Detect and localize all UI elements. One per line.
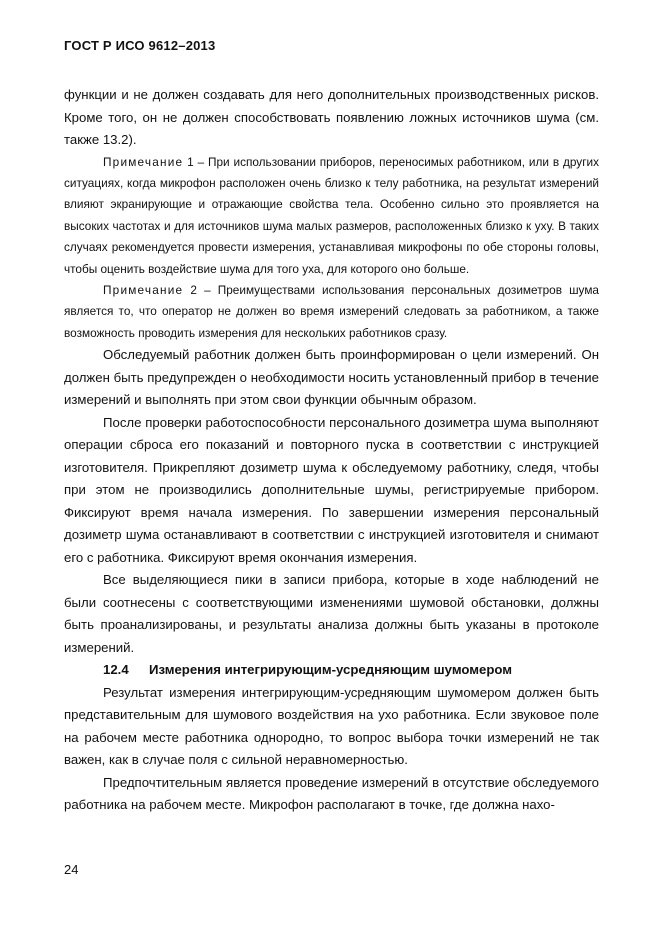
paragraph-worker-informed: Обследуемый работник должен быть проинформирован о цели измерений. Он должен быть предупрежден о необходимости носить установленный прибор в течение измерений и выполнять при этом свои функции обычным образом. [64,347,599,408]
note-1-label: Примечание [103,154,184,169]
document-body [64,84,599,817]
section-heading-12-4 [64,659,599,682]
paragraph-slm-result: Результат измерения интегрирующим-усредняющим шумомером должен быть представительным для шумового воздействия на ухо работника. Если звуковое поле на рабочем месте работника однородно, то вопрос выбора точки измерений не так важен, как в случае поля с сильной неравномерностью. [64,684,599,768]
paragraph-dosimeter-procedure: После проверки работоспособности персонального дозиметра шума выполняют операции сброса его показаний и повторного пуска в соответствии с инструкцией изготовителя. Прикрепляют дозиметр шума к обследуемому работнику, следя, чтобы при этом не производились дополнительные шумы, регистрируемые прибором. Фиксируют время начала измерения. По завершении измерения персональный дозиметр шума останавливают в соответствии с инструкцией изготовителя и снимают его с работника. Фиксируют время окончания измерения. [64,414,599,565]
note-1-text: 1 – При использовании приборов, переносимых работником, или в других ситуациях, когда микрофон расположен очень близко к телу работника, на результат измерений влияют экранирующие и отражающие свойства тела. Особенно сильно это проявляется на высоких частотах и для источников шума малых размеров, расположенных близко к уху. В таких случаях рекомендуется провести измерения, устанавливая микрофоны по обе стороны головы, чтобы оценить воздействие шума для того уха, для которого оно больше. [64,154,599,276]
note-1 [64,152,599,280]
note-2 [64,280,599,344]
page-number: 24 [64,862,79,877]
paragraph-continuation: функции и не должен создавать для него дополнительных производственных рисков. Кроме того, он не должен способствовать появлению ложных источников шума (см. также 13.2). [64,87,599,147]
document-header: ГОСТ Р ИСО 9612–2013 [64,38,216,53]
note-2-text: 2 – Преимуществами использования персональных дозиметров шума является то, что оператор не должен во время измерений следовать за работником, а также возможность проводить измерения для нескольких работников сразу. [64,282,599,340]
paragraph-preferred-measurement: Предпочтительным является проведение измерений в отсутствие обследуемого работника на рабочем месте. Микрофон располагают в точке, где должна нахо- [64,774,599,813]
section-title: Измерения интегрирующим-усредняющим шумомером [149,662,513,678]
note-2-label: Примечание [103,282,184,297]
section-number: 12.4 [103,662,129,678]
paragraph-peaks-analysis: Все выделяющиеся пики в записи прибора, которые в ходе наблюдений не были соотнесены с соответствующими изменениями шумовой обстановки, должны быть проанализированы, и результаты анализа должны быть указаны в протоколе измерений. [64,572,599,655]
